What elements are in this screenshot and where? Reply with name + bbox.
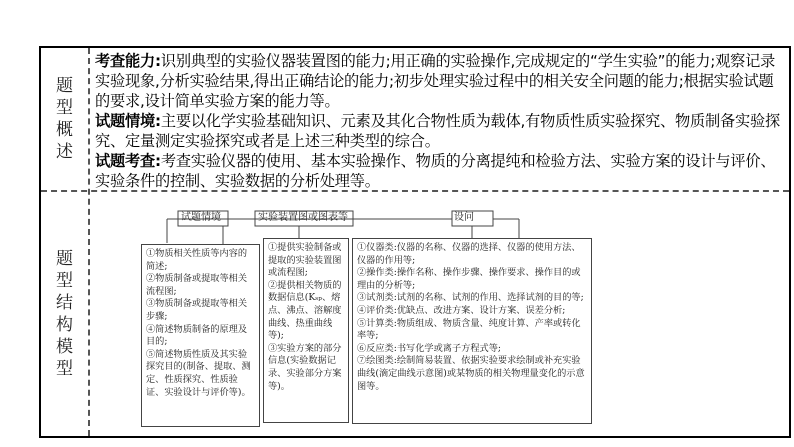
summary-label-char: 概 xyxy=(56,120,73,140)
summary-label-char: 型 xyxy=(56,98,73,118)
focus-text: 考查实验仪器的使用、基本实验操作、物质的分离提纯和检验方法、实验方案的设计与评价、实验条件的控制、实验数据的分析处理等。 xyxy=(95,152,776,190)
summary-label-char: 述 xyxy=(56,142,73,162)
question-item: ④评价类:优缺点、改进方案、设计方案、误差分析; xyxy=(357,304,566,316)
situation-text: 主要以化学实验基础知识、元素及其化合物性质为载体,有物质性质实验探究、物质制备实验探究、定量测定实验探究或者是上述三种类型的综合。 xyxy=(95,112,780,150)
model-label-char: 模 xyxy=(56,337,73,357)
summary-label-char: 题 xyxy=(56,76,73,96)
question-item: ②操作类:操作名称、操作步骤、操作要求、操作目的或理由的分析等; xyxy=(357,267,581,291)
model-label-char: 型 xyxy=(56,271,73,291)
situation-header: 试题情境 xyxy=(181,212,221,223)
ability-text: 识别典型的实验仪器装置图的能力;用正确的实验操作,完成规定的“学生实验”的能力;观察记录实验现象,分析实验结果,得出正确结论的能力;初步处理实验过程中的相关安全问题的能力;根据实验试题的要求,设计简单实验方案的能力等。 xyxy=(95,52,776,110)
situation-item: ⑤简述物质性质及其实验探究目的(制备、提取、测定、性质探究、性质验证、实验设计与评价等)。 xyxy=(146,348,251,398)
situation-heading: 试题情境: xyxy=(95,112,161,130)
question-item: ⑥反应类:书写化学或离子方程式等; xyxy=(357,342,502,354)
question-header: 设问 xyxy=(454,212,474,223)
question-item: ⑦绘图类:绘制简易装置、依据实验要求绘制或补充实验曲线(滴定曲线示意图)或某物质的相关物理量变化的示意图等。 xyxy=(357,355,585,392)
apparatus-item: ③实验方案的部分信息(实验数据记录、实验部分方案等)。 xyxy=(268,342,342,392)
situation-item: ②物质制备或提取等相关流程图; xyxy=(146,273,248,297)
question-box xyxy=(352,238,592,424)
ability-heading: 考查能力: xyxy=(95,52,161,70)
model-label-char: 型 xyxy=(56,359,73,379)
apparatus-header: 实验装置图或图表等 xyxy=(258,212,348,223)
content-table xyxy=(39,46,791,438)
model-label-char: 题 xyxy=(56,249,73,269)
model-label-char: 结 xyxy=(56,293,73,313)
apparatus-item: ①提供实验制备或提取的实验装置图或流程图; xyxy=(268,242,342,279)
question-item: ③试剂类:试剂的名称、试剂的作用、选择试剂的目的等; xyxy=(357,292,584,304)
situation-item: ①物质相关性质等内容的简述; xyxy=(146,248,248,272)
situation-item: ④简述物质制备的原理及目的; xyxy=(146,323,248,348)
apparatus-box xyxy=(263,238,349,423)
model-label-char: 构 xyxy=(56,315,73,335)
apparatus-item: ②提供相关物质的数据信息(Kₛₚ、熔点、沸点、溶解度曲线、热重曲线等); xyxy=(268,279,342,342)
question-item: ⑤计算类:物质组成、物质含量、纯度计算、产率或转化率等; xyxy=(357,317,581,342)
question-item: ①仪器类:仪器的名称、仪器的选择、仪器的使用方法、仪器的作用等; xyxy=(357,242,581,266)
situation-item: ③物质制备或提取等相关步骤; xyxy=(146,298,248,322)
focus-heading: 试题考查: xyxy=(95,152,161,170)
situation-box xyxy=(141,244,260,427)
